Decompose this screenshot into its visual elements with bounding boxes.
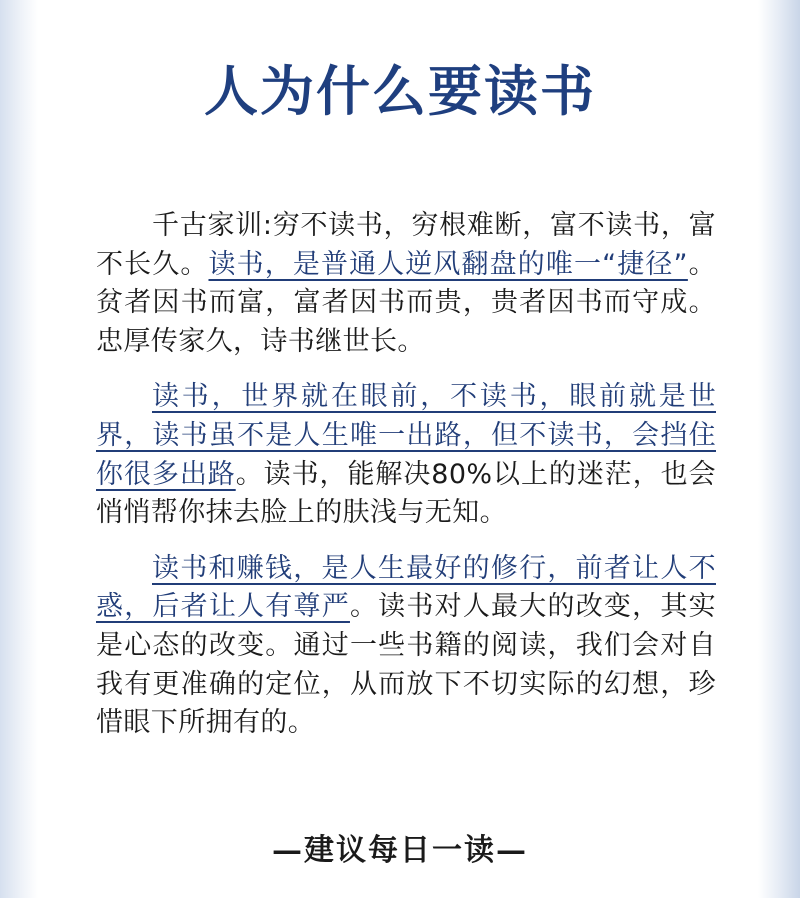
article-body [96,207,716,743]
highlighted-text: 读书，世界就在眼前，不读书，眼前就是世界，读书虽不是人生唯一出路，但不读书，会挡住你很多出路 [96,381,716,490]
paragraph-text: 。读书对人最大的改变，其实是心态的改变。通过一些书籍的阅读，我们会对自我有更准确的定位，从而放下不切实际的幻想，珍惜眼下所拥有的。 [96,591,716,739]
footer-note: —建议每日一读— [272,833,528,868]
page-title: 人为什么要读书 [204,59,596,123]
paragraph-text: 。贫者因书而富，富者因书而贵，贵者因书而守成。忠厚传家久，诗书继世长。 [96,248,716,357]
paragraph-text: 千古家训:穷不读书，穷根难断，富不读书，富不长久。 [96,210,716,280]
paragraph-1 [96,207,716,361]
highlighted-text: 读书和赚钱，是人生最好的修行，前者让人不惑，后者让人有尊严 [96,552,716,623]
highlighted-text: 读书，是普通人逆风翻盘的唯一“捷径” [208,248,688,280]
paragraph-text: 。读书，能解决80%以上的迷茫，也会悄悄帮你抹去脸上的肤浅与无知。 [96,458,716,529]
left-edge-shade [0,0,38,898]
right-edge-shade [758,0,800,898]
paragraph-3 [96,550,716,743]
paragraph-2 [96,378,716,532]
